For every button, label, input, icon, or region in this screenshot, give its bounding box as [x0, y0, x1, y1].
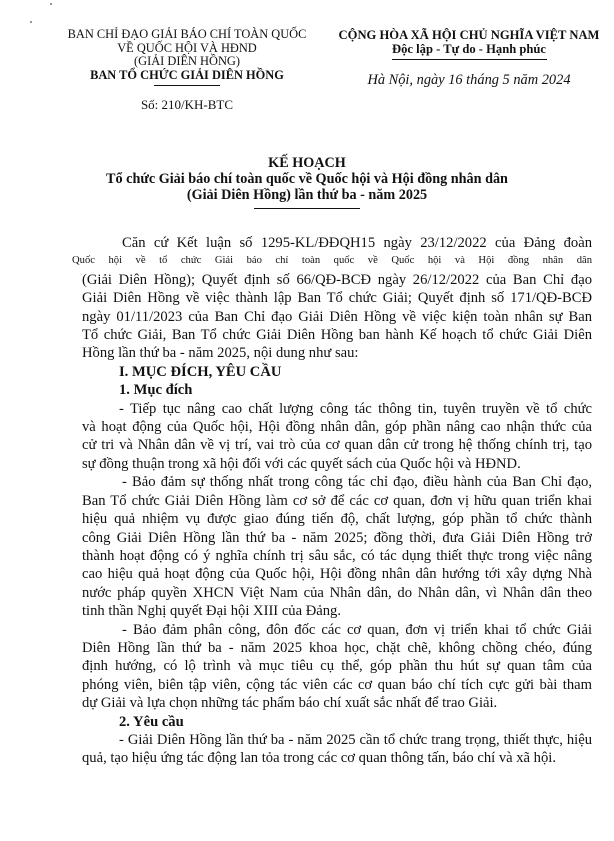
title-heading: KẾ HOẠCH [268, 155, 346, 171]
text-line: - Bảo đảm sự thống nhất trong công tác chỉ đạo, điều hành của Ban Chỉ đạo, [122, 474, 592, 491]
text-line: sự đồng thuận trong xã hội đối với các quyết sách của Quốc hội và HĐND. [82, 455, 521, 472]
document-body [72, 234, 592, 768]
subsection-heading-requirements: 2. Yêu cầu [119, 713, 184, 730]
motto: Độc lập - Tự do - Hạnh phúc [392, 42, 546, 56]
text-line: Hồng lần thứ ba - năm 2025, nội dung như sau: [82, 345, 359, 362]
authority-line-2: VỀ QUỐC HỘI VÀ HĐND [117, 40, 257, 55]
country-name: CỘNG HÒA XÃ HỘI CHỦ NGHĨA VIỆT NAM [338, 28, 600, 42]
text-line: nước pháp quyền XHCN Việt Nam của Nhân dân, do Nhân dân, vì Nhân dân theo [82, 584, 592, 601]
document-date: Hà Nội, ngày 16 tháng 5 năm 2024 [367, 72, 571, 88]
text-line: Quốc hội về tổ chức Giải báo chí toàn quốc về Quốc hội và Hội đồng nhân dân [72, 255, 592, 267]
text-line: công Giải Diên Hồng lần thứ ba - năm 2025; đồng thời, đưa Giải Diên Hồng trở [82, 529, 592, 546]
text-line: thành hoạt động có ý nghĩa chính trị sâu sắc, có tác dụng thiết thực trong việc nâng [82, 547, 592, 564]
intro-paragraph [72, 234, 592, 363]
national-motto-block [327, 28, 611, 87]
text-line: (Giải Diên Hồng); Quyết định số 66/QĐ-BCĐ ngày 26/12/2022 của Ban Chỉ đạo [82, 271, 592, 288]
authority-line-1: BAN CHỈ ĐẠO GIẢI BÁO CHÍ TOÀN QUỐC [67, 27, 307, 41]
scan-speck [30, 21, 32, 23]
text-line: Tổ chức Giải, Ban Tổ chức Giải Diên Hồng ban hành Kế hoạch tổ chức Giải Diên [82, 327, 592, 344]
requirements-paragraph-1 [82, 731, 592, 768]
scan-speck [50, 3, 52, 5]
subsection-heading-purpose: 1. Mục đích [119, 382, 193, 399]
purpose-paragraph-2 [82, 473, 592, 620]
text-line: và hoạt động của Quốc hội, Hội đồng nhân dân, góp phần nâng cao nhận thức của [82, 419, 592, 436]
text-line: Giải Diên Hồng về việc thành lập Ban Tổ chức Giải; Quyết định số 171/QĐ-BCĐ [82, 290, 592, 307]
text-line: tinh thần Nghị quyết Đại hội XIII của Đảng. [82, 603, 341, 620]
title-line-1: Tổ chức Giải báo chí toàn quốc về Quốc hội và Hội đồng nhân dân [106, 171, 508, 187]
document-title [60, 155, 554, 209]
text-line: Ban Tổ chức Giải Diên Hồng làm cơ sở để các cơ quan, đơn vị hữu quan triển khai [82, 492, 592, 509]
text-line: Căn cứ Kết luận số 1295-KL/ĐĐQH15 ngày 23/12/2022 của Đảng đoàn [122, 235, 592, 251]
text-line: dự Giải và lựa chọn những tác phẩm báo chí xuất sắc nhất để trao Giải. [82, 695, 498, 712]
text-line: - Giải Diên Hồng lần thứ ba - năm 2025 cần tổ chức trang trọng, thiết thực, hiệu [119, 731, 592, 748]
document-number: Số: 210/KH-BTC [140, 97, 234, 113]
text-line: cao hiệu quả hoạt động của Quốc hội, Hội đồng nhân dân hướng tới xây dựng Nhà [82, 566, 592, 583]
text-line: phóng viên, biên tập viên, cộng tác viên các cơ quan báo chí tích cực gửi bài tham [82, 676, 592, 693]
text-line: ngày 01/11/2023 của Ban Chỉ đạo Giải Diên Hồng về việc kiện toàn nhân sự Ban [82, 308, 592, 325]
section-heading: I. MỤC ĐÍCH, YÊU CẦU [119, 363, 282, 380]
text-line: định hướng, có lộ trình và mục tiêu cụ thể, góp phần thu hút sự quan tâm của [82, 658, 592, 675]
text-line: hiệu quả nhiệm vụ được giao đúng tiến độ, chất lượng, góp phần tổ chức thành [82, 511, 592, 528]
text-line: - Tiếp tục nâng cao chất lượng công tác thông tin, tuyên truyền về tổ chức [119, 400, 592, 417]
divider [254, 208, 360, 209]
authority-line-4: BAN TỔ CHỨC GIẢI DIÊN HỒNG [90, 67, 284, 82]
authority-line-3: (GIẢI DIÊN HỒNG) [134, 54, 240, 69]
issuing-authority-block [58, 28, 316, 112]
purpose-paragraph-1 [82, 400, 592, 474]
divider [154, 85, 220, 86]
title-line-2: (Giải Diên Hồng) lần thứ ba - năm 2025 [186, 187, 428, 203]
text-line: cử tri và Nhân dân về vị trí, vai trò của cơ quan dân cử trong hệ thống chính trị, tạo [82, 437, 592, 454]
text-line: quả, tạo hiệu ứng tác động lan tỏa trong các cơ quan thông tấn, báo chí và xã hội. [82, 750, 556, 767]
text-line: - Bảo đảm phân công, đôn đốc các cơ quan, đơn vị triển khai tổ chức Giải [122, 621, 592, 638]
divider [392, 59, 547, 60]
purpose-paragraph-3 [82, 621, 592, 713]
text-line: Diên Hồng lần thứ ba - năm 2025 khoa học, chặt chẽ, không chồng chéo, đúng [82, 639, 592, 656]
